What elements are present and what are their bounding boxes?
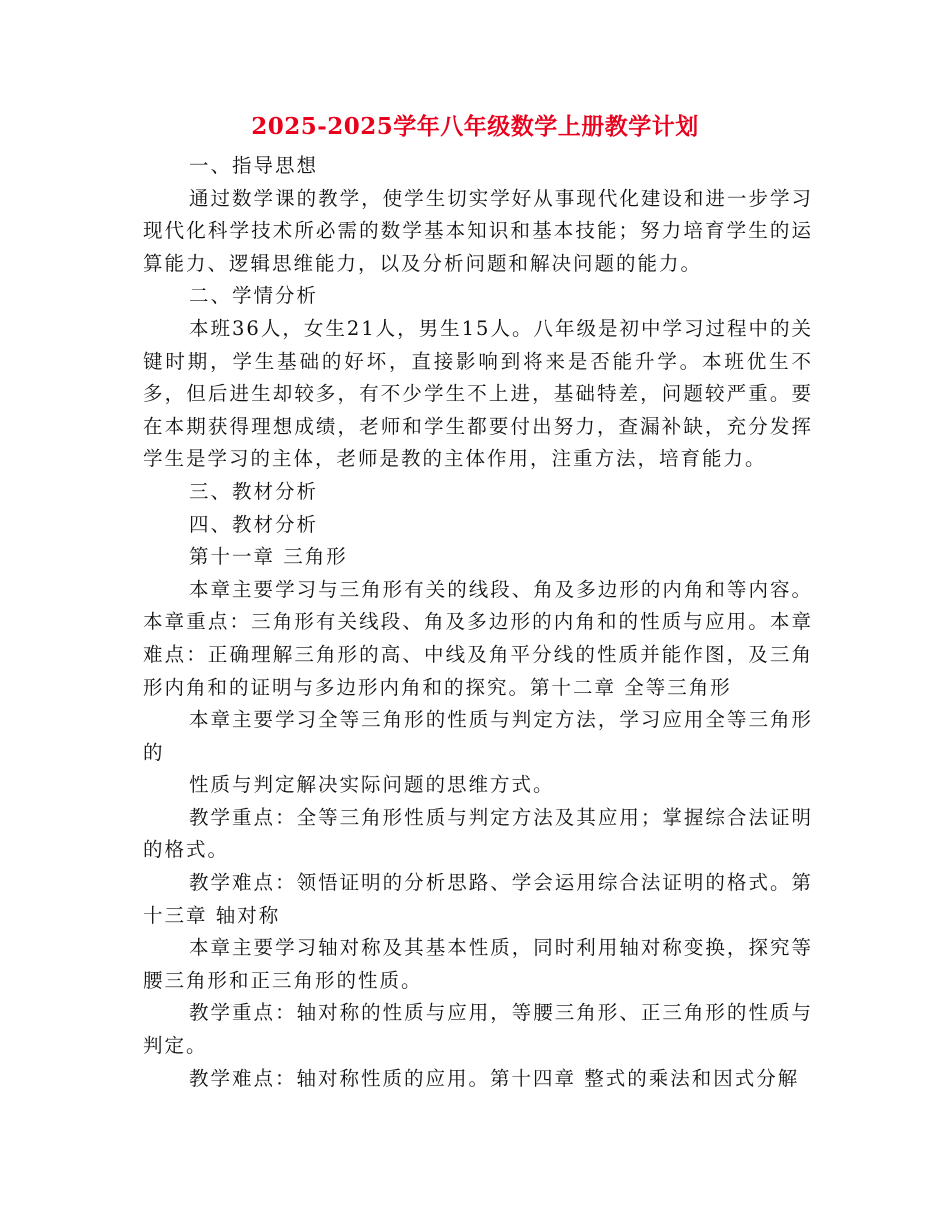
heading-student-analysis: 二、学情分析 <box>189 284 319 308</box>
document-title: 2025-2025学年八年级数学上册教学计划 <box>251 113 699 140</box>
paragraph-chapter-12-intro: 本章主要学习全等三角形的性质与判定方法，学习应用全等三角形的 <box>143 708 813 764</box>
paragraph-chapter-13-intro: 本章主要学习轴对称及其基本性质，同时利用轴对称变换，探究等腰三角形和正三角形的性质。 <box>143 936 813 992</box>
paragraph-student-analysis: 本班36人，女生21人，男生15人。八年级是初中学习过程中的关键时期，学生基础的好坏，直接影响到将来是否能升学。本班优生不多，但后进生却较多，有不少学生不上进，基础特差，问题较严重。要在本期获得理想成绩，老师和学生都要付出努力，查漏补缺，充分发挥学生是学习的主体，老师是教的主体作用，注重方法，培育能力。 <box>143 316 813 471</box>
paragraph-chapter-12-continued: 性质与判定解决实际问题的思维方式。 <box>189 773 555 797</box>
paragraph-chapter-12-focus: 教学重点：全等三角形性质与判定方法及其应用；掌握综合法证明的格式。 <box>143 805 813 862</box>
paragraph-chapter-12-difficulty: 教学难点：领悟证明的分析思路、学会运用综合法证明的格式。第十三章 轴对称 <box>143 871 813 927</box>
heading-chapter-11: 第十一章 三角形 <box>189 545 348 569</box>
paragraph-chapter-13-focus: 教学重点：轴对称的性质与应用，等腰三角形、正三角形的性质与判定。 <box>143 1001 813 1058</box>
heading-textbook-analysis-4: 四、教材分析 <box>189 512 319 536</box>
heading-textbook-analysis-3: 三、教材分析 <box>189 479 319 503</box>
heading-guiding-ideology: 一、指导思想 <box>189 154 319 177</box>
document-body <box>143 150 813 1095</box>
paragraph-guiding-ideology: 通过数学课的教学，使学生切实学好从事现代化建设和进一步学习现代化科学技术所必需的数学基本知识和基本技能；努力培育学生的运算能力、逻辑思维能力，以及分析问题和解决问题的能力。 <box>143 186 813 275</box>
paragraph-chapter-11: 本章主要学习与三角形有关的线段、角及多边形的内角和等内容。本章重点：三角形有关线段、角及多边形的内角和的性质与应用。本章难点：正确理解三角形的高、中线及角平分线的性质并能作图，及三角形内角和的证明与多边形内角和的探究。第十二章 全等三角形 <box>143 577 813 699</box>
paragraph-chapter-13-difficulty: 教学难点：轴对称性质的应用。第十四章 整式的乘法和因式分解 <box>189 1066 800 1090</box>
